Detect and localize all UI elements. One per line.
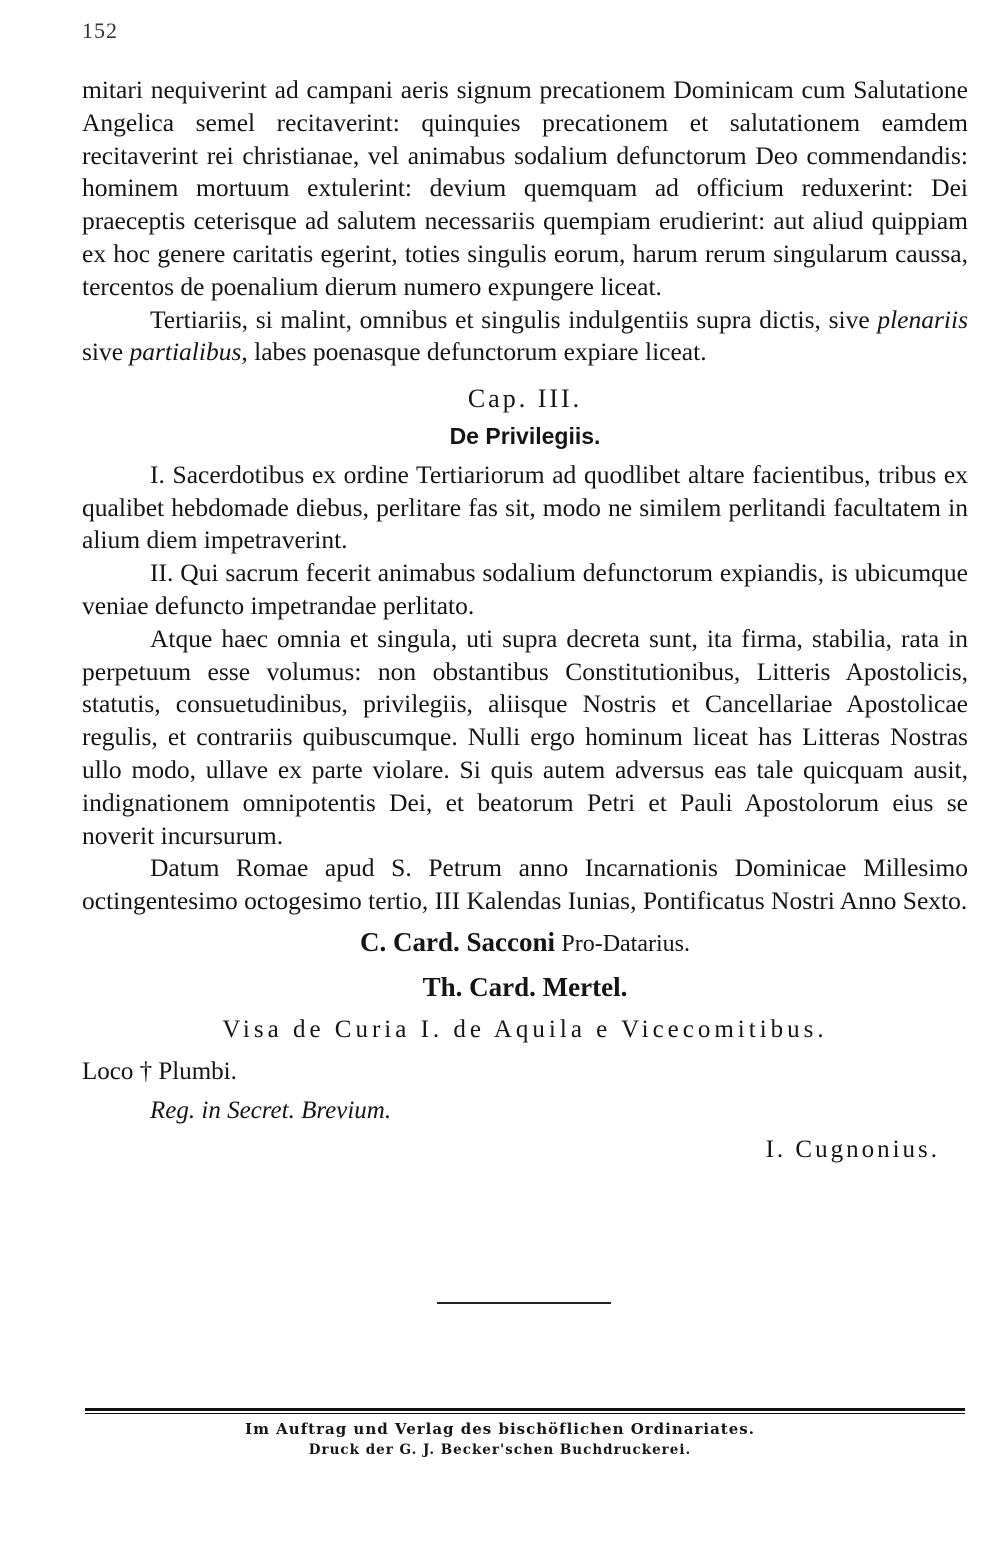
chapter-label: Cap. III. bbox=[467, 384, 583, 414]
tertiariis-italic-plenariis: plenariis bbox=[877, 304, 968, 334]
signature-sacconi-name: C. Card. Sacconi bbox=[359, 926, 555, 957]
paragraph-privilege-two: II. Qui sacrum fecerit animabus sodalium defunctorum expiandis, is ubicumque veniae defuncto impetrandae perlitato. bbox=[82, 558, 968, 620]
signature-mertel: Th. Card. Mertel. bbox=[422, 971, 628, 1002]
paragraph-tertiariis bbox=[82, 304, 968, 370]
imprint-publisher: Im Auftrag und Verlag des bischöflichen Ordinariates. bbox=[245, 1420, 755, 1438]
paragraph-datum: Datum Romae apud S. Petrum anno Incarnationis Dominicae Millesimo octingentesimo octogesimo tertio, III Kalendas Iunias, Pontificatus Nostri Anno Sexto. bbox=[82, 853, 968, 916]
page-number: 152 bbox=[82, 18, 118, 43]
tertiariis-italic-partialibus: partialibus bbox=[129, 337, 242, 367]
footer-rule-thick bbox=[85, 1408, 965, 1411]
paragraph-continuation: mitari nequiverint ad campani aeris signum precationem Dominicam cum Salutatione Angelica semel recitaverint: quinquies precationem et salutationem eamdem recitaverint rei christianae, vel animabus sodalium defunctorum Deo commendandis: hominem mortuum extulerint: devium quemquam ad officium reduxerint: Dei praeceptis ceterisque ad salutem necessariis quempiam erudierint: aut aliud quippiam ex hoc genere caritatis egerint, toties singulis eorum, harum rerum singularum caussa, tercentos de poenalium dierum numero expungere liceat. bbox=[82, 75, 968, 301]
closing-rule bbox=[437, 1302, 611, 1304]
signature-sacconi bbox=[82, 926, 968, 961]
document-body bbox=[82, 74, 968, 1167]
imprint-printer: Druck der G. J. Becker'schen Buchdruckerei. bbox=[308, 1442, 692, 1458]
visa-line: Visa de Curia I. de Aquila e Vicecomitibus. bbox=[222, 1015, 828, 1043]
footer-rule-thin bbox=[85, 1413, 965, 1414]
tertiariis-text-after: , labes poenasque defunctorum expiare liceat. bbox=[241, 337, 707, 367]
signature-sacconi-role: Pro-Datarius. bbox=[561, 930, 690, 957]
registration-note: Reg. in Secret. Brevium. bbox=[150, 1097, 392, 1125]
signature-cugnonius: I. Cugnonius. bbox=[765, 1135, 940, 1163]
tertiariis-text-middle: sive bbox=[82, 337, 130, 367]
paragraph-privilege-one: I. Sacerdotibus ex ordine Tertiariorum ad quodlibet altare facientibus, tribus ex qualibet hebdomade diebus, perlitare fas sit, modo ne similem perlitandi facultatem in alium diem impetraverint. bbox=[82, 459, 968, 555]
chapter-heading: De Privilegiis. bbox=[449, 422, 601, 449]
loco-plumbi: Loco † Plumbi. bbox=[82, 1058, 237, 1086]
tertiariis-text-before: Tertiariis, si malint, omnibus et singulis indulgentiis supra dictis, sive bbox=[150, 304, 878, 334]
paragraph-sanction: Atque haec omnia et singula, uti supra decreta sunt, ita firma, stabilia, rata in perpetuum esse volumus: non obstantibus Constitutionibus, Litteris Apostolicis, statutis, consuetudinibus, privilegiis, aliisque Nostris et Cancellariae Apostolicae regulis, et contrariis quibuscumque. Nulli ergo hominum liceat has Litteras Nostras ullo modo, ullave ex parte violare. Si quis autem adversus eas tale quicquam ausit, indignationem omnipotentis Dei, et beatorum Petri et Pauli Apostolorum eius se noverit incursurum. bbox=[82, 623, 968, 850]
